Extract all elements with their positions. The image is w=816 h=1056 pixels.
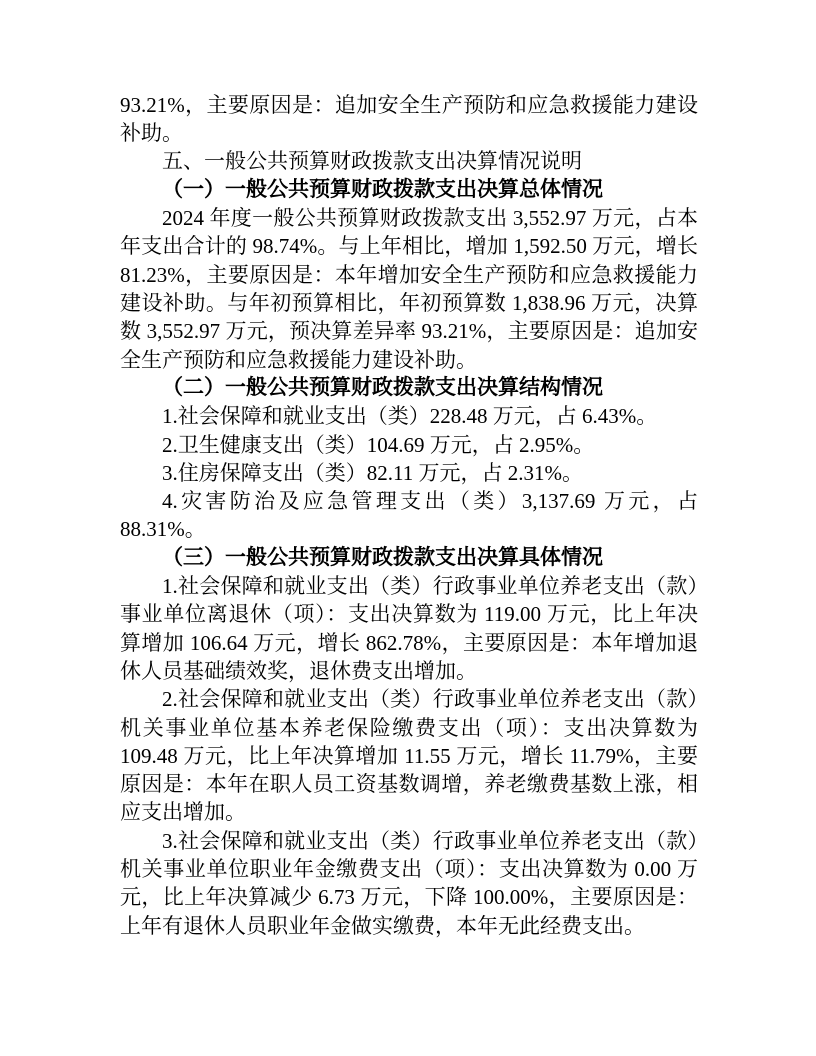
subsection-heading-overall: （一）一般公共预算财政拨款支出决算总体情况 — [162, 177, 603, 201]
body-paragraph-overall: 2024 年度一般公共预算财政拨款支出 3,552.97 万元，占本年支出合计的 98.74%。与上年相比，增加 1,592.50 万元，增长 81.23%，主要原因是：本年增加安全生产预防和应急救援能力建设补助。与年初预算相比，年初预算数 1,838.96 万元，决算数 3,552.97 万元，预决算差异率 93.21%，主要原因是：追加安全生产预防和应急救援能力建设补助。 — [120, 206, 698, 372]
document-content — [120, 91, 698, 940]
list-item-disaster-emergency: 4.灾害防治及应急管理支出（类）3,137.69 万元，占 88.31%。 — [120, 489, 698, 542]
subsection-heading-structure: （二）一般公共预算财政拨款支出决算结构情况 — [162, 375, 603, 399]
subsection-heading-detail: （三）一般公共预算财政拨款支出决算具体情况 — [162, 545, 603, 569]
detail-paragraph-basic-pension: 2.社会保障和就业支出（类）行政事业单位养老支出（款）机关事业单位基本养老保险缴费支出（项）：支出决算数为 109.48 万元，比上年决算增加 11.55 万元，增长 11.79%，主要原因是：本年在职人员工资基数调增，养老缴费基数上涨，相应支出增加。 — [120, 687, 698, 825]
list-item-housing: 3.住房保障支出（类）82.11 万元，占 2.31%。 — [162, 460, 583, 485]
detail-paragraph-annuity: 3.社会保障和就业支出（类）行政事业单位养老支出（款）机关事业单位职业年金缴费支出（项）：支出决算数为 0.00 万元，比上年决算减少 6.73 万元，下降 100.00%，主要原因是：上年有退休人员职业年金做实缴费，本年无此经费支出。 — [120, 828, 698, 938]
section-heading-level1: 五、一般公共预算财政拨款支出决算情况说明 — [162, 149, 582, 173]
continued-paragraph: 93.21%，主要原因是：追加安全生产预防和应急救援能力建设补助。 — [120, 93, 698, 146]
list-item-social-security: 1.社会保障和就业支出（类）228.48 万元，占 6.43%。 — [162, 404, 658, 429]
detail-paragraph-retirement: 1.社会保障和就业支出（类）行政事业单位养老支出（款）事业单位离退休（项）：支出决算数为 119.00 万元，比上年决算增加 106.64 万元，增长 862.78%，主要原因是：本年增加退休人员基础绩效奖，退休费支出增加。 — [120, 574, 698, 683]
list-item-health: 2.卫生健康支出（类）104.69 万元，占 2.95%。 — [162, 432, 595, 457]
